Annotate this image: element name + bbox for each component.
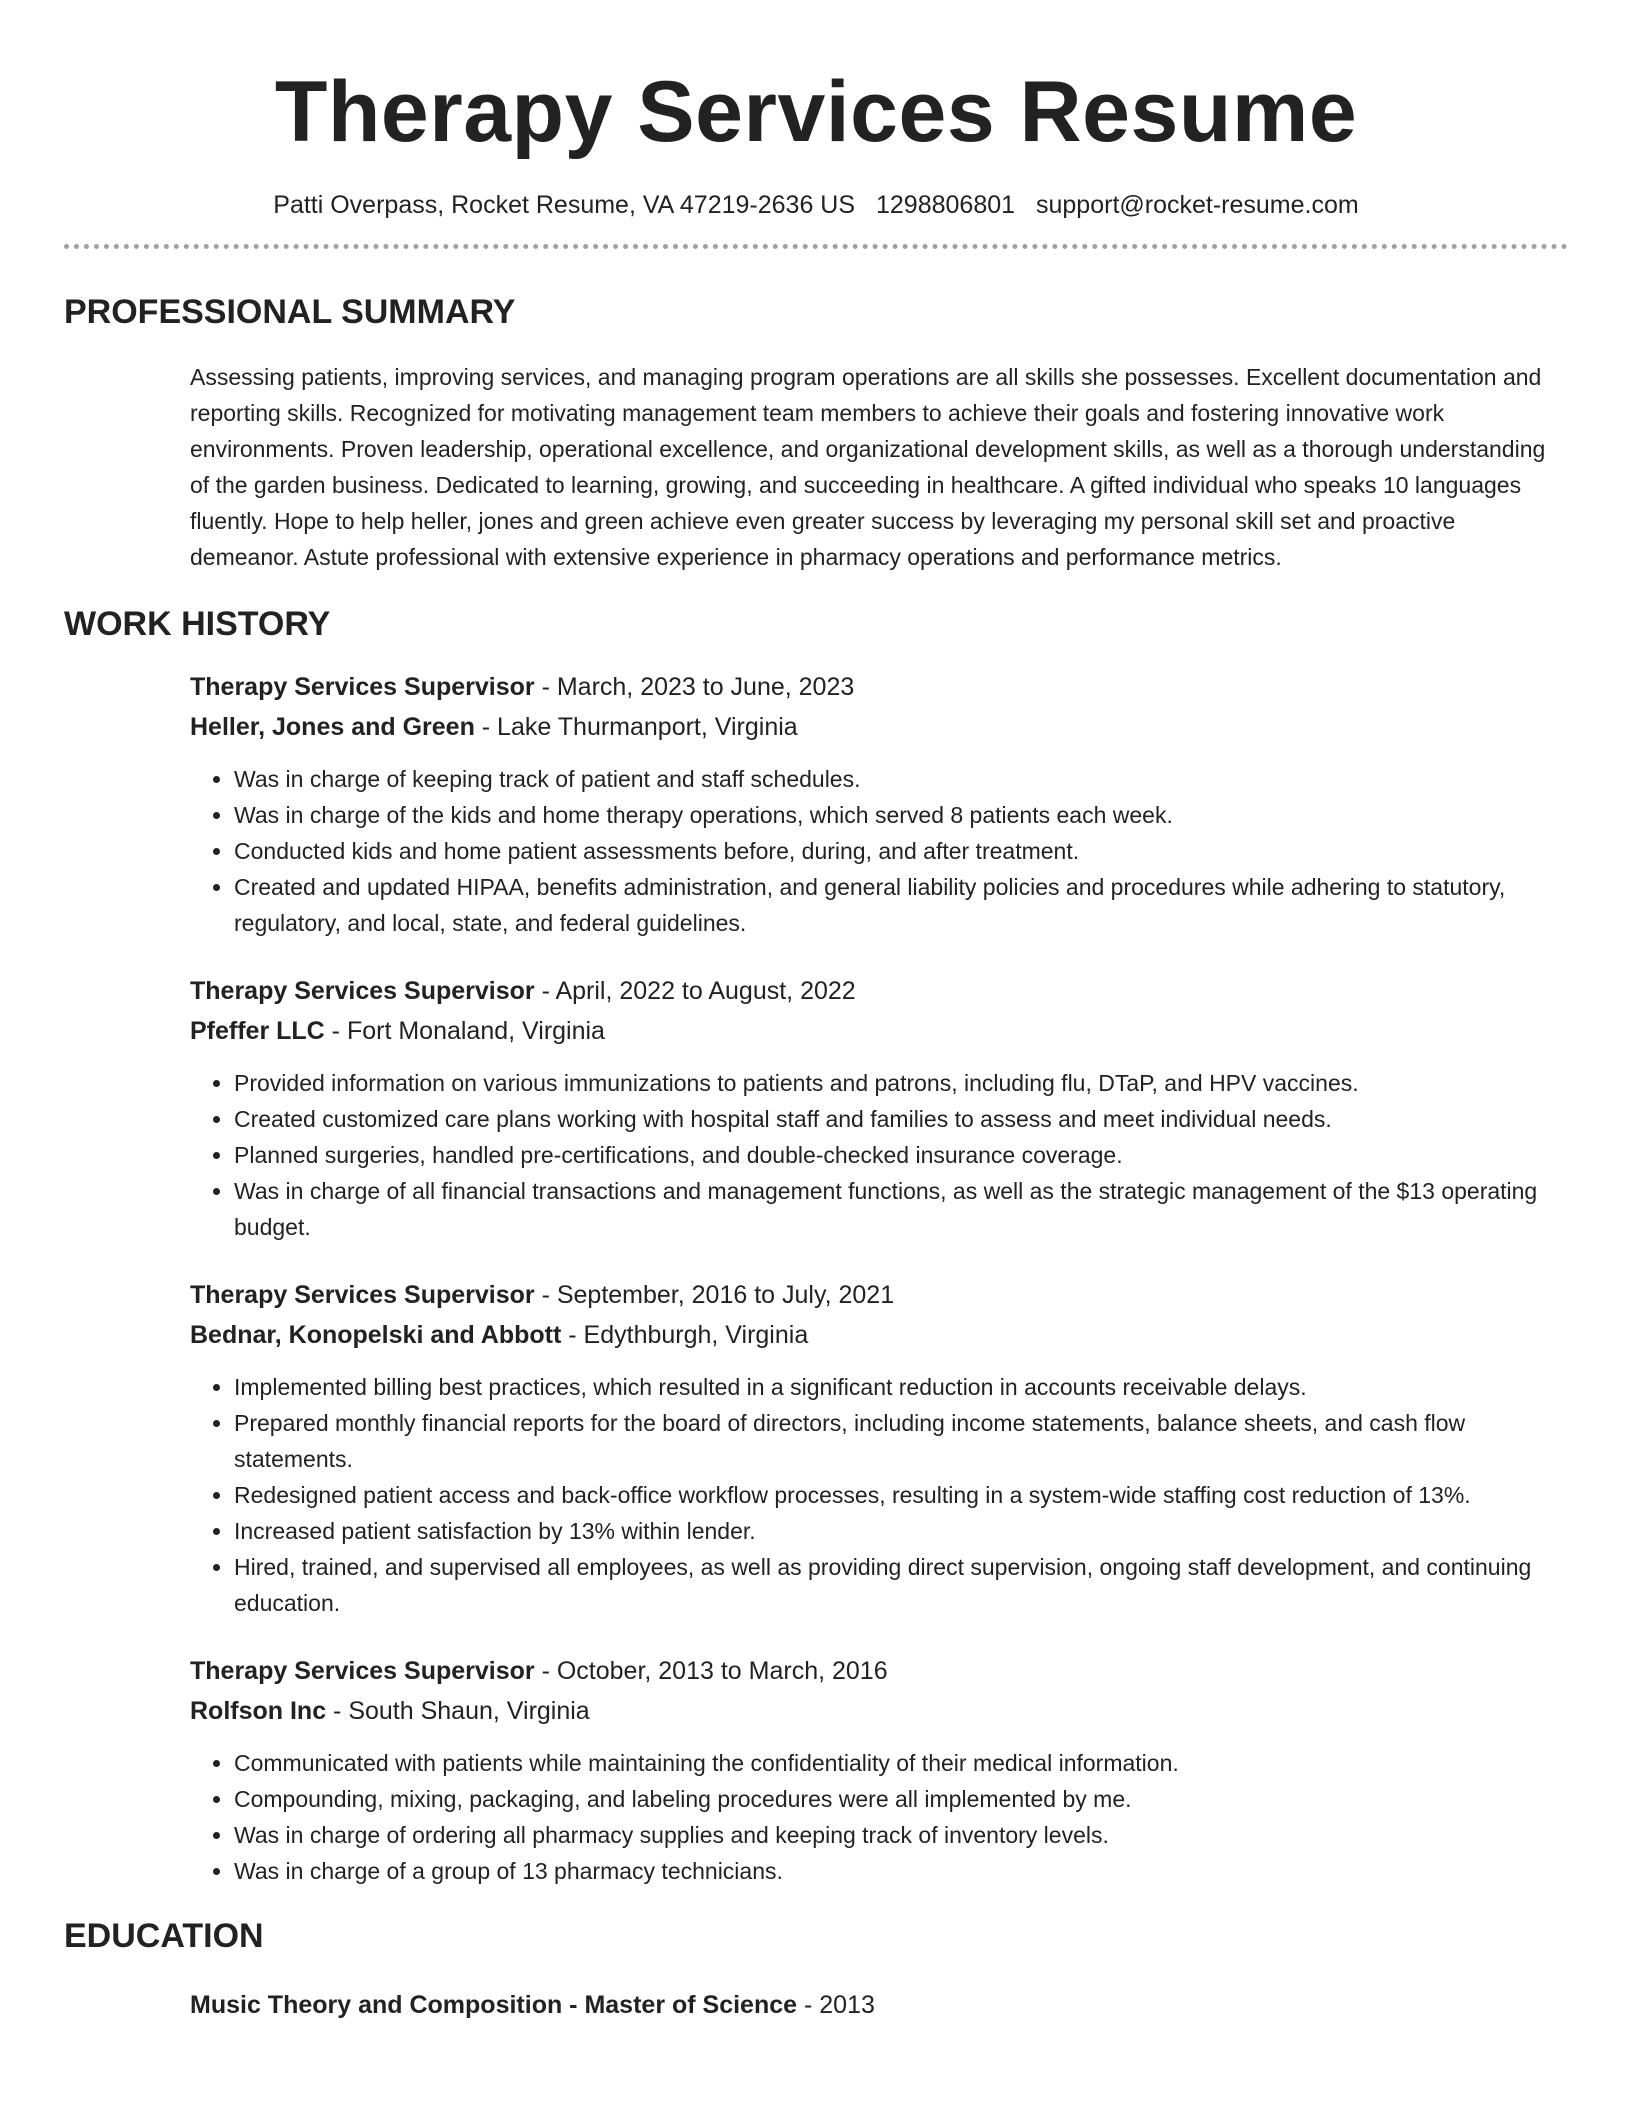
list-item: • Increased patient satisfaction by 13% within lender. [234,1513,1568,1549]
job-company: Pfeffer LLC [190,1017,325,1045]
summary-heading: PROFESSIONAL SUMMARY [64,293,516,331]
list-item: • Hired, trained, and supervised all employees, as well as providing direct supervision, ongoing staff development, and continuing education. [234,1549,1568,1621]
job-company: Rolfson Inc [190,1697,327,1725]
job-dates: - September, 2016 to July, 2021 [534,1281,895,1309]
contact-line [64,188,1568,222]
list-item: • Implemented billing best practices, which resulted in a significant reduction in accounts receivable delays. [234,1369,1568,1405]
job-entry-4 [190,1653,1568,1889]
resume-title: Therapy Services Resume [274,64,1358,160]
list-item: • Planned surgeries, handled pre-certifications, and double-checked insurance coverage. [234,1137,1568,1173]
job-dates: - March, 2023 to June, 2023 [534,673,855,701]
education-degree: Music Theory and Composition - Master of Science [190,1991,798,2019]
job-location: - Lake Thurmanport, Virginia [474,713,798,741]
list-item: • Created customized care plans working with hospital staff and families to assess and meet individual needs. [234,1101,1568,1137]
summary-text: Assessing patients, improving services, and managing program operations are all skills she possesses. Excellent documentation and reporting skills. Recognized for motivating management team members to achieve their goals and fostering innovative work environments. Proven leadership, operational excellence, and organizational development skills, as well as a thorough understanding of the garden business. Dedicated to learning, growing, and succeeding in healthcare. A gifted individual who speaks 10 languages fluently. Hope to help heller, jones and green achieve even greater success by leveraging my personal skill set and proactive demeanor. Astute professional with extensive experience in pharmacy operations and performance metrics. [190,364,1546,570]
contact-email: support@rocket-resume.com [1036,191,1359,219]
list-item: • Prepared monthly financial reports for the board of directors, including income statements, balance sheets, and cash flow statements. [234,1405,1568,1477]
list-item: • Was in charge of keeping track of patient and staff schedules. [234,761,1568,797]
job-title-line [190,1277,1568,1313]
job-dates: - October, 2013 to March, 2016 [534,1657,888,1685]
job-entry-1 [190,669,1568,941]
education-entry [190,1987,1568,2023]
job-location: - Fort Monaland, Virginia [324,1017,605,1045]
job-company-line [190,709,1568,745]
work-history-heading: WORK HISTORY [64,605,331,643]
job-location: - South Shaun, Virginia [326,1697,590,1725]
list-item: • Compounding, mixing, packaging, and labeling procedures were all implemented by me. [234,1781,1568,1817]
job-bullets [190,1065,1568,1245]
job-title-line [190,973,1568,1009]
list-item: • Was in charge of all financial transactions and management functions, as well as the strategic management of the $13 operating budget. [234,1173,1568,1245]
job-company-line [190,1013,1568,1049]
contact-address: Patti Overpass, Rocket Resume, VA 47219-2636 US [273,191,856,219]
list-item: • Was in charge of a group of 13 pharmacy technicians. [234,1853,1568,1889]
job-title-line [190,1653,1568,1689]
job-title-line [190,669,1568,705]
job-entry-2 [190,973,1568,1245]
job-title: Therapy Services Supervisor [190,1657,535,1685]
list-item: • Redesigned patient access and back-office workflow processes, resulting in a system-wide staffing cost reduction of 13%. [234,1477,1568,1513]
list-item: • Communicated with patients while maintaining the confidentiality of their medical information. [234,1745,1568,1781]
job-location: - Edythburgh, Virginia [561,1321,809,1349]
list-item: • Provided information on various immunizations to patients and patrons, including flu, DTaP, and HPV vaccines. [234,1065,1568,1101]
job-entry-3 [190,1277,1568,1621]
job-title: Therapy Services Supervisor [190,673,535,701]
education-year: - 2013 [797,1991,875,2019]
job-company-line [190,1317,1568,1353]
list-item: • Conducted kids and home patient assessments before, during, and after treatment. [234,833,1568,869]
header-divider [64,244,1568,249]
list-item: • Was in charge of ordering all pharmacy supplies and keeping track of inventory levels. [234,1817,1568,1853]
job-bullets [190,1369,1568,1621]
job-title: Therapy Services Supervisor [190,977,535,1005]
contact-phone: 1298806801 [876,191,1016,219]
job-company: Heller, Jones and Green [190,713,475,741]
job-company-line [190,1693,1568,1729]
job-dates: - April, 2022 to August, 2022 [534,977,856,1005]
job-bullets [190,761,1568,941]
list-item: • Was in charge of the kids and home therapy operations, which served 8 patients each week. [234,797,1568,833]
job-company: Bednar, Konopelski and Abbott [190,1321,562,1349]
education-heading: EDUCATION [64,1917,264,1955]
job-bullets [190,1745,1568,1889]
list-item: • Created and updated HIPAA, benefits administration, and general liability policies and procedures while adhering to statutory, regulatory, and local, state, and federal guidelines. [234,869,1568,941]
job-title: Therapy Services Supervisor [190,1281,535,1309]
